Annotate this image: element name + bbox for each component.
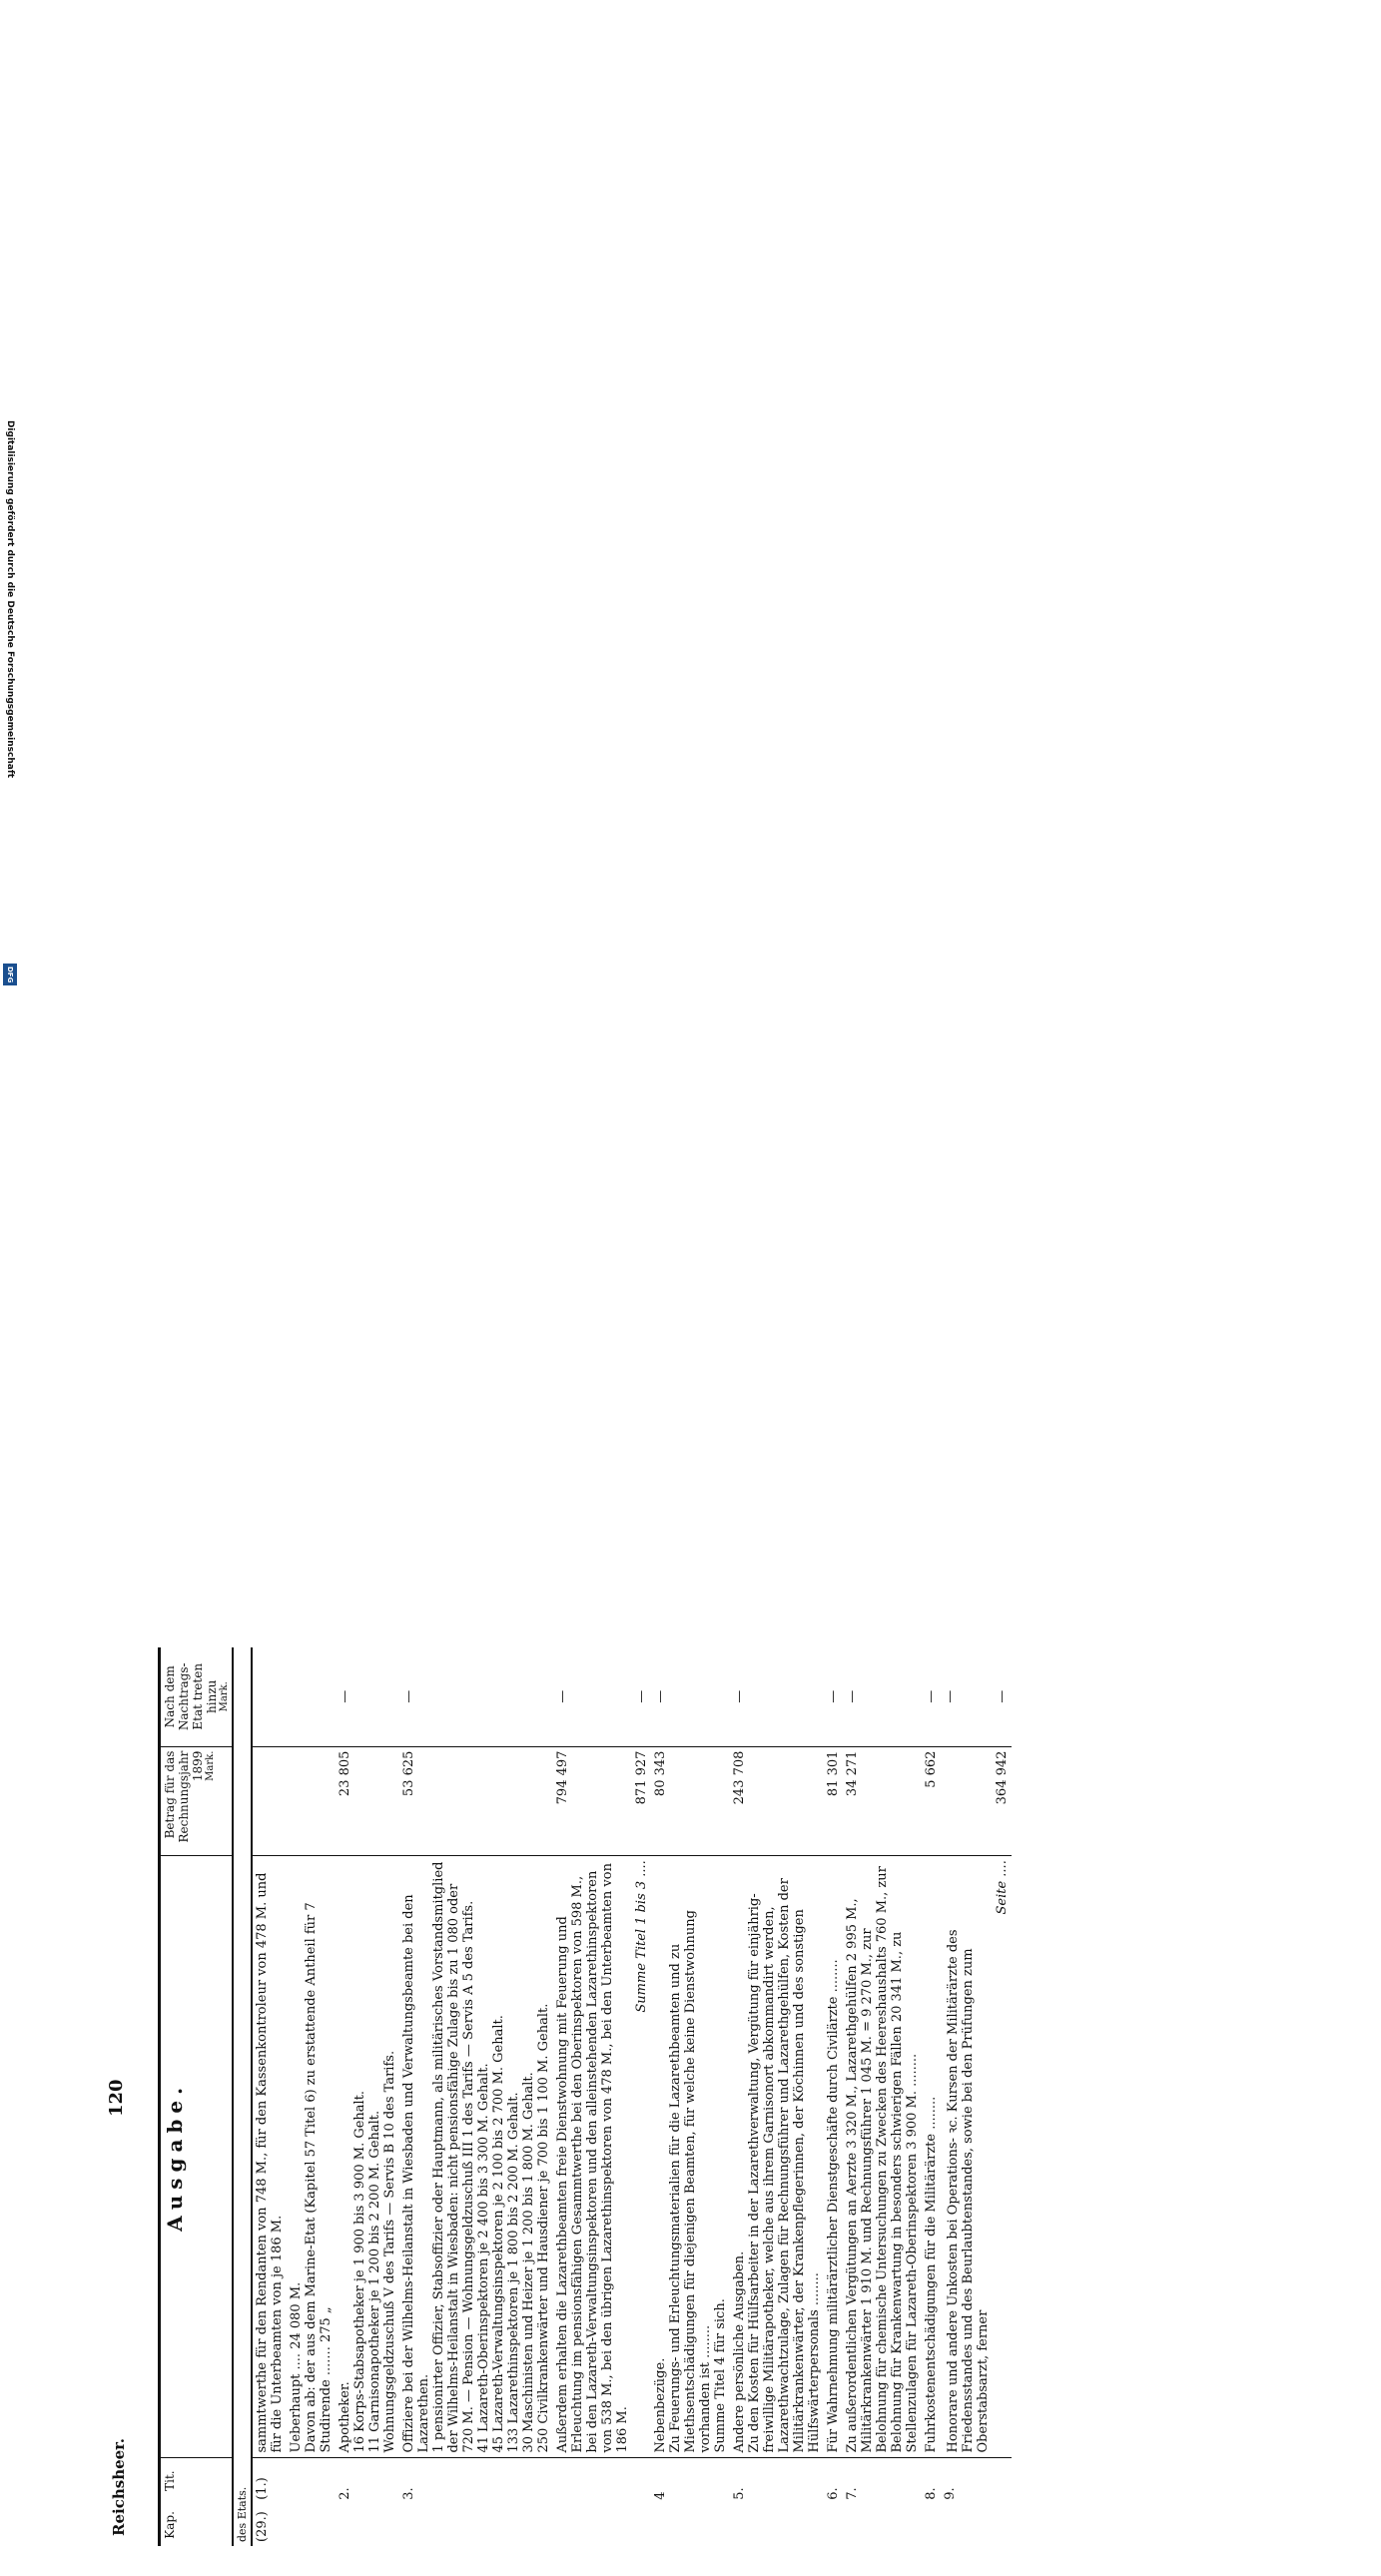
nachtrag-cell: — (943, 1689, 958, 1703)
tit-cell (287, 2457, 336, 2504)
text-cell: Außerdem erhalten die Lazarethbeamten freie Dienstwohnung mit Feuerung und Erleuchtung im pensionsfähigen Gesammtwerthe bei den Oberinspektoren von 598 M., bei den Lazareth-Verwaltungsinspektoren und den alleinstehenden Lazarethinspektoren von 538 M., bei den übrigen Lazarethinspektoren von 478 M., bei den Unterbeamten von 186 M. (553, 1856, 632, 2457)
betrag-cell: 871 927 (632, 1746, 651, 1856)
col-betrag-label: Betrag für das Rechnungsjahr 1899 (163, 1750, 205, 1843)
table-row (941, 1647, 993, 2546)
nachtrag-cell: — (826, 1689, 841, 1703)
nachtrag-cell: — (338, 1689, 352, 1703)
kap-cell (730, 2504, 824, 2546)
text-cell: Apotheker. 16 Korps-Stabsapotheker je 1 900 bis 3 900 M. Gehalt. 11 Garnisonapotheker je 1 200 bis 2 200 M. Gehalt. Wohnungsgeldzuschuß V des Tarifs — Servis B 10 des Tarifs. (336, 1856, 399, 2457)
col-section-title (160, 1856, 234, 2457)
col-tit: Tit. (160, 2457, 234, 2504)
kap-cell: (29.) (255, 2511, 270, 2542)
kap-cell (287, 2504, 336, 2546)
col-betrag-unit: Mark. (205, 1750, 216, 1781)
text-cell: sammtwerthe für den Rendanten von 748 M., für den Kassenkontroleur von 478 M. und für die Unterbeamten von je 186 M. (252, 1856, 287, 2457)
tit-cell (993, 2457, 1012, 2504)
betrag-cell (287, 1746, 336, 1856)
des-etats-label: des Etats. (233, 2457, 252, 2546)
text-cell: Seite .... (993, 1856, 1012, 2457)
col-nachtrag (160, 1647, 234, 1746)
betrag-cell: 364 942 (993, 1746, 1012, 1856)
table-row (824, 1647, 843, 2546)
betrag-cell: 243 708 (730, 1746, 824, 1856)
kap-cell (399, 2504, 553, 2546)
betrag-cell: 5 662 (922, 1746, 941, 1856)
kap-cell (941, 2504, 993, 2546)
betrag-cell: 80 343 (651, 1746, 730, 1856)
tit-cell: 9. (943, 2487, 958, 2500)
col-nachtrag-unit: Mark. (219, 1681, 230, 1712)
tit-cell: 4 (653, 2491, 668, 2500)
kap-cell (336, 2504, 399, 2546)
page-header (100, 1608, 140, 2546)
nachtrag-cell: — (995, 1689, 1010, 1703)
table-row (287, 1647, 336, 2546)
text-cell: Summe Titel 1 bis 3 .... (632, 1856, 651, 2457)
betrag-cell: 34 271 (843, 1746, 922, 1856)
table-row (252, 1647, 287, 2546)
kap-cell (993, 2504, 1012, 2546)
text-cell: Honorare und andere Unkosten bei Operations- ꝛc. Kursen der Militärärzte des Friedensstandes und des Beurlaubtenstandes, sowie bei den Prüfungen zum Oberstabsarzt, ferner (941, 1856, 993, 2457)
betrag-cell (941, 1746, 993, 1856)
table-row (336, 1647, 399, 2546)
page-number: 120 (106, 2079, 127, 2117)
nachtrag-cell: — (634, 1689, 649, 1703)
text-cell: Fuhrkostenentschädigungen für die Militärärzte ........ (922, 1856, 941, 2457)
section-title: Ausgabe. (163, 2081, 187, 2232)
tit-cell: 5. (732, 2487, 747, 2500)
digitization-note-text: Digitalisierung gefördert durch die Deutsche Forschungsgemeinschaft (5, 419, 15, 779)
table-row (399, 1647, 553, 2546)
table-row (632, 1647, 651, 2546)
nachtrag-cell (252, 1647, 287, 1746)
text-cell: Ueberhaupt .... 24 080 M. Davon ab: der aus dem Marine-Etat (Kapitel 57 Titel 6) zu erstattende Antheil für 7 Studirende ....... 275 „ (287, 1856, 336, 2457)
tit-cell: 2. (338, 2487, 352, 2500)
text-cell: Für Wahrnehmung militärärztlicher Dienstgeschäfte durch Civilärzte ........ (824, 1856, 843, 2457)
nachtrag-cell: — (924, 1689, 939, 1703)
kap-cell (651, 2504, 730, 2546)
betrag-cell: 23 805 (336, 1746, 399, 1856)
tit-cell: 6. (826, 2487, 841, 2500)
nachtrag-cell: — (653, 1689, 668, 1703)
tit-cell: 8. (924, 2487, 939, 2500)
table-header-row (160, 1647, 234, 2546)
nachtrag-cell: — (555, 1689, 570, 1703)
table-row (843, 1647, 922, 2546)
text-cell: Andere persönliche Ausgaben. Zu den Kosten für Hülfsarbeiter in der Lazarethverwaltung, Vergütung für einjährig-freiwillige Militärapotheker, welche aus ihrem Garnisonort abkommandirt werden, Lazarethwachtzulage, Zulagen für Rechnungsführer und Lazarethgehülfen, Kosten der Militärkrankenwärter, der Krankenpflegerinnen, der Köchinnen und des sonstigen Hülfswärterpersonals ........ (730, 1856, 824, 2457)
col-betrag (160, 1746, 234, 1856)
table-row (553, 1647, 632, 2546)
betrag-cell: 53 625 (399, 1746, 553, 1856)
budget-table (158, 1647, 1012, 2546)
document-page (100, 1608, 1268, 2546)
table-body (252, 1647, 1012, 2546)
rotated-page (100, 1578, 1361, 2576)
tit-cell: (1.) (255, 2477, 270, 2500)
tit-cell: 7. (845, 2487, 860, 2500)
betrag-cell: 794 497 (553, 1746, 632, 1856)
betrag-cell: 81 301 (824, 1746, 843, 1856)
kap-cell (824, 2504, 843, 2546)
tit-cell: 3. (401, 2487, 416, 2500)
nachtrag-cell: — (401, 1689, 416, 1703)
text-cell: Nebenbezüge. Zu Feuerungs- und Erleuchtungsmaterialien für die Lazarethbeamten und zu Miethsentschädigungen für diejenigen Beamten, für welche keine Dienstwohnung vorhanden ist ........ Summe Titel 4 für sich. (651, 1856, 730, 2457)
nachtrag-cell: — (845, 1689, 860, 1703)
kap-cell (553, 2504, 632, 2546)
tit-cell (632, 2457, 651, 2504)
tit-cell (553, 2457, 632, 2504)
betrag-cell (252, 1746, 287, 1856)
dfg-logo: DFG (3, 964, 17, 985)
table-row (993, 1647, 1012, 2546)
text-cell: Offiziere bei der Wilhelms-Heilanstalt in Wiesbaden und Verwaltungsbeamte bei den Lazarethen. 1 pensionirter Offizier, Stabsoffizier oder Hauptmann, als militärisches Vorstandsmitglied der Wilhelms-Heilanstalt in Wiesbaden: nicht pensionsfähige Zulage bis zu 1 080 oder 720 M. — Pension — Wohnungsgeldzuschuß III 1 des Tarifs — Servis A 5 des Tarifs. 41 Lazareth-Oberinspektoren je 2 400 bis 3 300 M. Gehalt. 45 Lazareth-Verwaltungsinspektoren je 2 100 bis 2 700 M. Gehalt. 133 Lazarethinspektoren je 1 800 bis 2 200 M. Gehalt. 30 Maschinisten und Heizer je 1 200 bis 1 800 M. Gehalt. 250 Civilkrankenwärter und Hausdiener je 700 bis 1 100 M. Gehalt. (399, 1856, 553, 2457)
kap-cell (922, 2504, 941, 2546)
kap-cell (843, 2504, 922, 2546)
running-head: Reichsheer. (110, 2438, 128, 2536)
kap-cell (632, 2504, 651, 2546)
nachtrag-cell: — (732, 1689, 747, 1703)
table-row (922, 1647, 941, 2546)
table-row (730, 1647, 824, 2546)
nachtrag-cell (287, 1647, 336, 1746)
col-kap: Kap. (160, 2504, 234, 2546)
table-row (651, 1647, 730, 2546)
text-cell: Zu außerordentlichen Vergütungen an Aerzte 3 320 M., Lazarethgehülfen 2 995 M., Militärkrankenwärter 1 910 M. und Rechnungsführer 1 045 M. = 9 270 M., zur Belohnung für chemische Untersuchungen zu Zwecken des Heereshaushalts 760 M., zur Belohnung für Krankenwartung in besonders schwierigen Fällen 20 341 M., zu Stellenzulagen für Lazareth-Oberinspektoren 3 900 M. ........ (843, 1856, 922, 2457)
digitization-note (2, 0, 18, 998)
col-nachtrag-label: Nach dem Nachtrags-Etat treten hinzu (163, 1662, 219, 1731)
